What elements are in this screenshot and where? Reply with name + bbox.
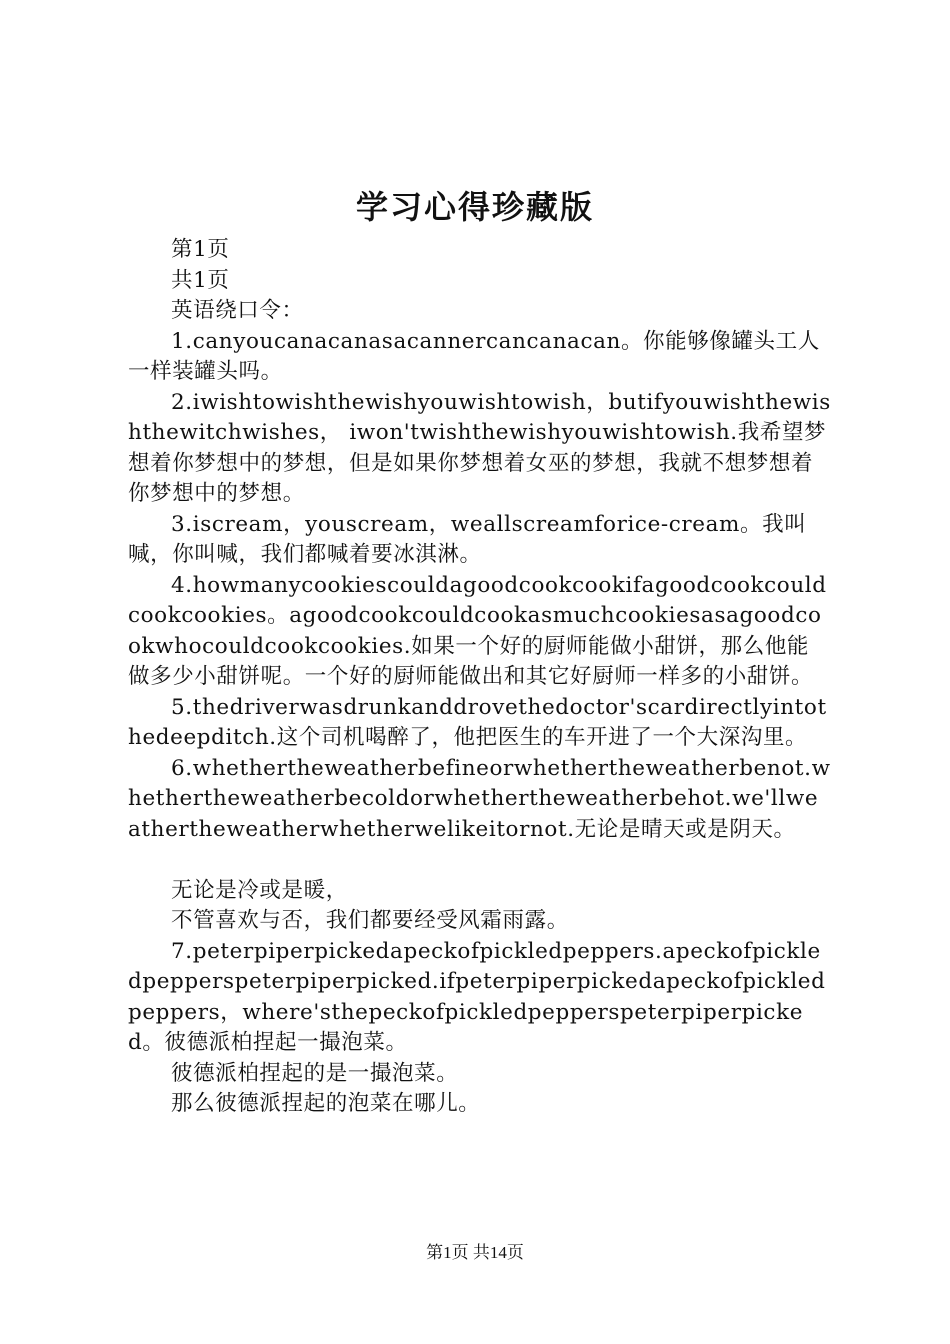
paragraph-page-total: 共1页	[171, 267, 230, 293]
paragraph-item-1: 1.canyoucanacanasacannercancanacan。你能够像罐头工人一样装罐头吗。	[128, 328, 820, 384]
page-title: 学习心得珍藏版	[355, 188, 594, 226]
paragraph-item-6: 6.whethertheweatherbefineorwhethertheweatherbenot.whethertheweatherbecoldorwhethertheweatherbehot.we'llweathertheweatherwhetherwelikeitornot.无论是晴天或是阴天。	[128, 755, 831, 842]
paragraph-item-6-conclusion: 不管喜欢与否，我们都要经受风霜雨露。	[171, 908, 569, 933]
paragraph-item-6-continued: 无论是冷或是暖，	[171, 877, 348, 903]
paragraph-item-3: 3.iscream，youscream，weallscreamforice-cream。我叫喊，你叫喊，我们都喊着要冰淇淋。	[128, 511, 807, 567]
paragraph-item-2: 2.iwishtowishthewishyouwishtowish，butifyouwishthewishthewitchwishes， iwon'twishthewishyouwishtowish.我希望梦想着你梦想中的梦想，但是如果你梦想着女巫的梦想，我就不想梦想着你梦想中的梦想。	[128, 389, 831, 506]
paragraph-item-7-continued: 彼德派柏捏起的是一撮泡菜。	[171, 1060, 459, 1086]
document-body	[128, 235, 831, 1120]
paragraph-page-number: 第1页	[171, 237, 230, 262]
paragraph-heading: 英语绕口令：	[171, 298, 304, 323]
paragraph-item-5: 5.thedriverwasdrunkanddrovethedoctor'scardirectlyintothedeepditch.这个司机喝醉了，他把医生的车开进了一个大深沟里。	[128, 694, 827, 750]
paragraph-item-7-question: 那么彼德派捏起的泡菜在哪儿。	[171, 1091, 481, 1116]
page-footer: 第1页 共14页	[426, 1243, 524, 1262]
paragraph-item-7: 7.peterpiperpickedapeckofpickledpeppers.apeckofpickledpepperspeterpiperpicked.ifpeterpiperpickedapeckofpickledpeppers，where'sthepeckofpickledpepperspeterpiperpicked。彼德派柏捏起一撮泡菜。	[128, 938, 826, 1055]
paragraph-item-4: 4.howmanycookiescouldagoodcookcookifagoodcookcouldcookcookies。agoodcookcouldcookasmuchcookiesasagoodcookwhocouldcookcookies.如果一个好的厨师能做小甜饼，那么他能做多少小甜饼呢。一个好的厨师能做出和其它好厨师一样多的小甜饼。	[128, 572, 827, 689]
